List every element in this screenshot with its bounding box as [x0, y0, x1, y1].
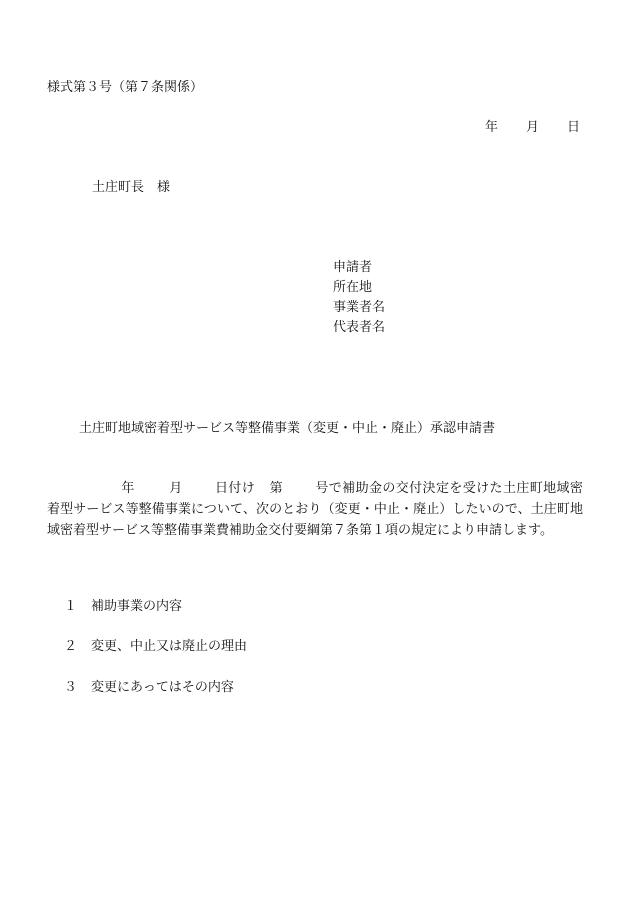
item-number: ２	[64, 639, 78, 654]
body-month: 月	[168, 481, 183, 496]
item-label: 補助事業の内容	[91, 599, 183, 614]
item-label: 変更にあってはその内容	[91, 680, 234, 695]
item-number: １	[64, 599, 78, 614]
item-label: 変更、中止又は廃止の理由	[91, 639, 248, 654]
body-number-prefix: 第	[269, 481, 283, 496]
form-number: 様式第３号（第７条関係）	[47, 80, 204, 95]
item-number: ３	[64, 680, 78, 695]
representative-label: 代表者名	[333, 320, 386, 335]
address-label: 所在地	[333, 280, 373, 295]
list-item	[64, 637, 247, 657]
applicant-block	[333, 258, 385, 338]
addressee: 土庄町長 様	[92, 180, 171, 195]
body-dated: 日付け	[214, 481, 256, 496]
list-item	[64, 597, 182, 617]
list-item	[64, 678, 234, 698]
business-name-label: 事業者名	[333, 300, 386, 315]
body-year: 年	[121, 481, 135, 496]
body-sentence: 号で補助金の交付決定を受けた土庄町地域密着型サービス等整備事業について、次のとおり（変更・中止・廃止）したいので、土庄町地域密着型サービス等整備事業費補助金交付要綱第７条第１項の規定により申請します。	[47, 481, 583, 538]
date-day-label: 日	[566, 120, 580, 135]
body-paragraph	[47, 478, 583, 541]
date-year-label: 年	[484, 120, 498, 135]
applicant-label: 申請者	[333, 260, 373, 275]
date-month-label: 月	[525, 120, 539, 135]
document-title: 土庄町地域密着型サービス等整備事業（変更・中止・廃止）承認申請書	[79, 421, 496, 436]
date-line	[485, 118, 580, 138]
